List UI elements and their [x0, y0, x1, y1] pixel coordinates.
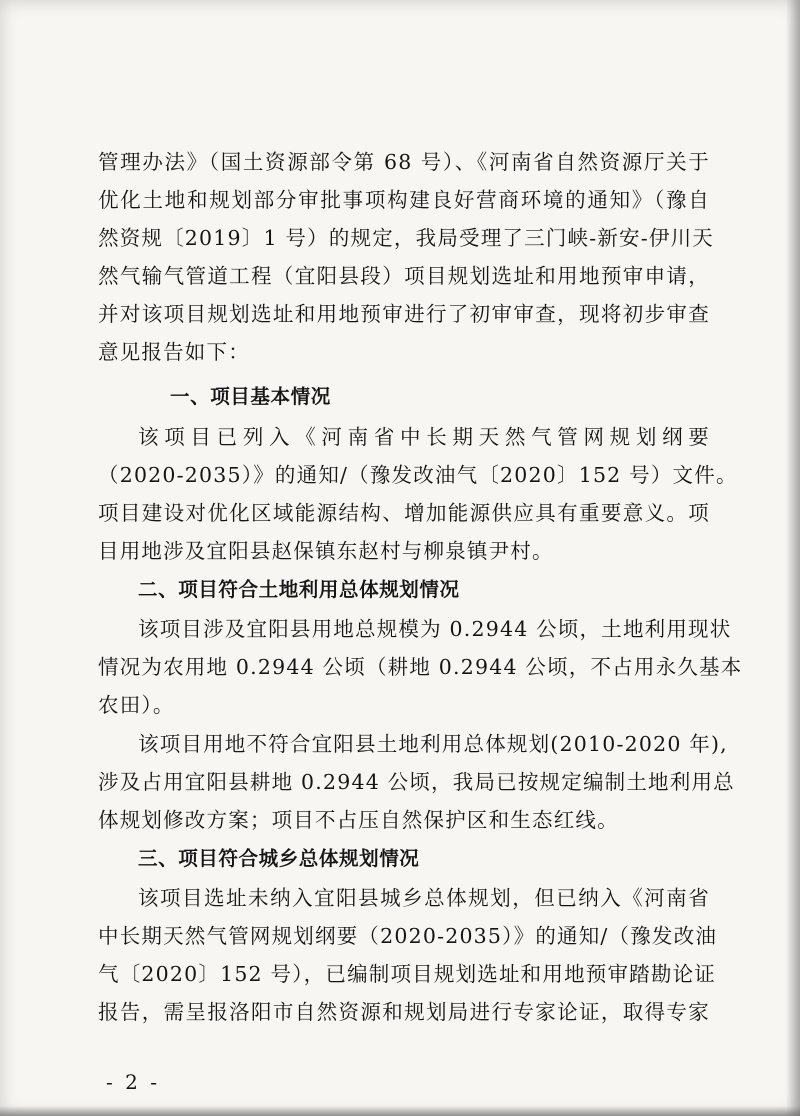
- intro-line: 然资规〔2019〕1 号）的规定，我局受理了三门峡-新安-伊川天: [98, 226, 714, 250]
- section-heading: 三、项目符合城乡总体规划情况: [138, 847, 420, 870]
- section-heading: 一、项目基本情况: [170, 385, 331, 408]
- section-heading: 二、项目符合土地利用总体规划情况: [138, 578, 460, 601]
- section-1-line: 项目建设对优化区域能源结构、增加能源供应具有重要意义。项: [98, 501, 710, 525]
- section-2-line: 情况为农用地 0.2944 公顷（耕地 0.2944 公顷，不占用永久基本: [98, 655, 743, 679]
- section-2-line: 该项目用地不符合宜阳县土地利用总体规划(2010-2020 年),: [138, 732, 728, 756]
- section-2-line: 涉及占用宜阳县耕地 0.2944 公顷，我局已按规定编制土地利用总: [98, 770, 735, 794]
- intro-line: 优化土地和规划部分审批事项构建良好营商环境的通知》（豫自: [98, 188, 710, 212]
- section-3-line: 该项目选址未纳入宜阳县城乡总体规划，但已纳入《河南省: [138, 886, 710, 910]
- page-number: - 2 -: [106, 1070, 160, 1094]
- section-1-line: 目用地涉及宜阳县赵保镇东赵村与柳泉镇尹村。: [98, 539, 554, 563]
- section-3-line: 气〔2020〕152 号），已编制项目规划选址和用地预审踏勘论证: [98, 962, 716, 986]
- section-3-line: 报告，需呈报洛阳市自然资源和规划局进行专家论证，取得专家: [98, 1000, 710, 1024]
- intro-line: 并对该项目规划选址和用地预审进行了初审审查，现将初步审查: [98, 302, 710, 326]
- page-edge-shadow: [786, 0, 800, 1116]
- intro-line: 然气输气管道工程（宜阳县段）项目规划选址和用地预审申请，: [98, 264, 710, 288]
- intro-line: 管理办法》（国土资源部令第 68 号）、《河南省自然资源厅关于: [98, 150, 710, 174]
- section-1-line: （2020-2035）》的通知/（豫发改油气〔2020〕152 号）文件。: [98, 463, 738, 487]
- page-edge-shadow: [0, 1106, 800, 1116]
- section-1-line: 该项目已列入《河南省中长期天然气管网规划纲要: [138, 425, 710, 449]
- intro-line: 意见报告如下：: [98, 340, 250, 364]
- section-2-line: 农田）。: [98, 693, 175, 717]
- section-3-line: 中长期天然气管网规划纲要（2020-2035）》的通知/（豫发改油: [98, 924, 718, 948]
- section-2-line: 该项目涉及宜阳县用地总规模为 0.2944 公顷，土地利用现状: [138, 617, 732, 641]
- section-2-line: 体规划修改方案；项目不占压自然保护区和生态红线。: [98, 808, 619, 832]
